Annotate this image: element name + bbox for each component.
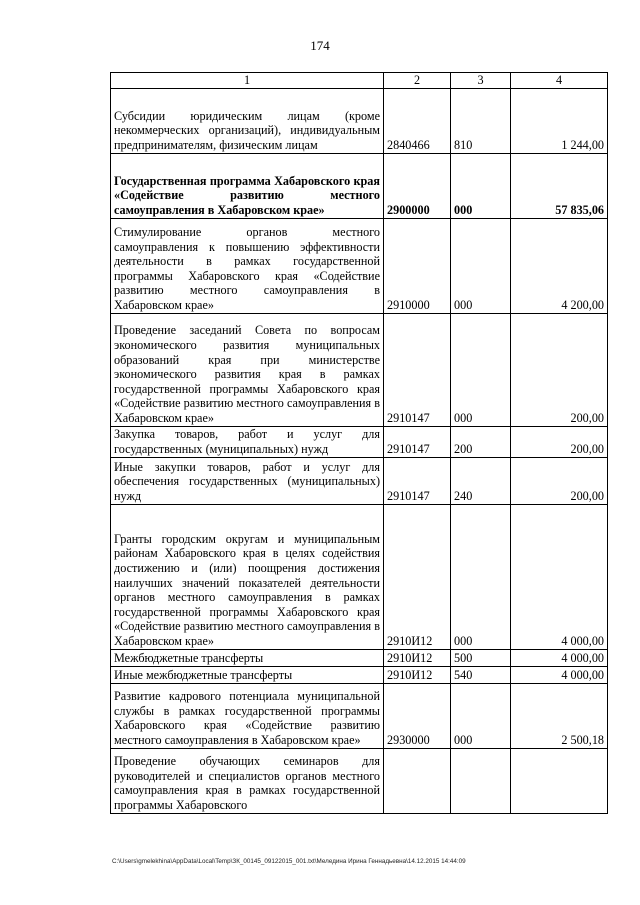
- row-expense-type: 000: [451, 313, 511, 426]
- row-expense-type: 540: [451, 666, 511, 683]
- row-target-code: 2910000: [384, 218, 451, 313]
- table-row: [111, 457, 608, 504]
- row-amount: 2 500,18: [511, 683, 608, 748]
- column-header-4: 4: [511, 73, 608, 89]
- row-target-code: 2910147: [384, 426, 451, 457]
- table-row: [111, 153, 608, 218]
- column-header-2: 2: [384, 73, 451, 89]
- row-description: Иные межбюджетные трансферты: [111, 666, 384, 683]
- row-expense-type: 000: [451, 218, 511, 313]
- row-description: Развитие кадрового потенциала муниципальной службы в рамках государственной программы Хабаровского края «Содействие развитию местного самоуправления в Хабаровском крае»: [111, 683, 384, 748]
- row-description: Проведение заседаний Совета по вопросам экономического развития муниципальных образований края при министерстве экономического развития края в рамках государственной программы Хабаровского края «Содействие развитию местного самоуправления в Хабаровском крае»: [111, 313, 384, 426]
- budget-table: [110, 72, 608, 814]
- row-description: Стимулирование органов местного самоуправления к повышению эффективности деятельности в рамках государственной программы Хабаровского края «Содействие развитию местного самоуправления в Хабаровском крае»: [111, 218, 384, 313]
- budget-table-body: [111, 73, 608, 814]
- row-amount: 200,00: [511, 313, 608, 426]
- row-amount: 1 244,00: [511, 88, 608, 153]
- row-expense-type: 240: [451, 457, 511, 504]
- row-target-code: 2910147: [384, 457, 451, 504]
- row-amount: [511, 748, 608, 813]
- table-row: [111, 504, 608, 649]
- table-header-row: [111, 73, 608, 89]
- row-target-code: 2910И12: [384, 504, 451, 649]
- row-expense-type: 000: [451, 153, 511, 218]
- row-expense-type: [451, 748, 511, 813]
- row-description: Гранты городским округам и муниципальным районам Хабаровского края в целях содействия достижению и (или) поощрения достижения наилучших значений показателей деятельности органов местного самоуправления в рамках государственной программы Хабаровского края «Содействие развитию местного самоуправления в Хабаровском крае»: [111, 504, 384, 649]
- table-row: [111, 88, 608, 153]
- table-row: [111, 313, 608, 426]
- row-description: Закупка товаров, работ и услуг для государственных (муниципальных) нужд: [111, 426, 384, 457]
- row-target-code: 2910И12: [384, 649, 451, 666]
- table-row: [111, 748, 608, 813]
- row-target-code: 2840466: [384, 88, 451, 153]
- row-target-code: [384, 748, 451, 813]
- row-description: Проведение обучающих семинаров для руководителей и специалистов органов местного самоуправления края в рамках государственной программы Хабаровского: [111, 748, 384, 813]
- column-header-1: 1: [111, 73, 384, 89]
- row-expense-type: 200: [451, 426, 511, 457]
- row-expense-type: 810: [451, 88, 511, 153]
- row-expense-type: 000: [451, 504, 511, 649]
- table-row: [111, 683, 608, 748]
- row-target-code: 2910И12: [384, 666, 451, 683]
- row-amount: 200,00: [511, 426, 608, 457]
- row-amount: 4 000,00: [511, 504, 608, 649]
- table-row: [111, 426, 608, 457]
- table-row: [111, 218, 608, 313]
- file-path-footer: C:\Users\gmelekhina\AppData\Local\Temp\ЗК_00145_09122015_001.txt\Меледина Ирина Геннадьевна\14.12.2015 14:44:09: [112, 858, 466, 865]
- row-amount: 57 835,06: [511, 153, 608, 218]
- row-description: Межбюджетные трансферты: [111, 649, 384, 666]
- row-description: Государственная программа Хабаровского края «Содействие развитию местного самоуправления в Хабаровском крае»: [111, 153, 384, 218]
- row-target-code: 2900000: [384, 153, 451, 218]
- page-number: 174: [310, 38, 330, 53]
- row-amount: 4 000,00: [511, 649, 608, 666]
- row-description: Иные закупки товаров, работ и услуг для обеспечения государственных (муниципальных) нужд: [111, 457, 384, 504]
- row-expense-type: 500: [451, 649, 511, 666]
- row-expense-type: 000: [451, 683, 511, 748]
- table-row: [111, 666, 608, 683]
- row-amount: 4 000,00: [511, 666, 608, 683]
- row-amount: 200,00: [511, 457, 608, 504]
- row-amount: 4 200,00: [511, 218, 608, 313]
- column-header-3: 3: [451, 73, 511, 89]
- row-target-code: 2910147: [384, 313, 451, 426]
- table-row: [111, 649, 608, 666]
- row-target-code: 2930000: [384, 683, 451, 748]
- row-description: Субсидии юридическим лицам (кроме некоммерческих организаций), индивидуальным предпринимателям, физическим лицам: [111, 88, 384, 153]
